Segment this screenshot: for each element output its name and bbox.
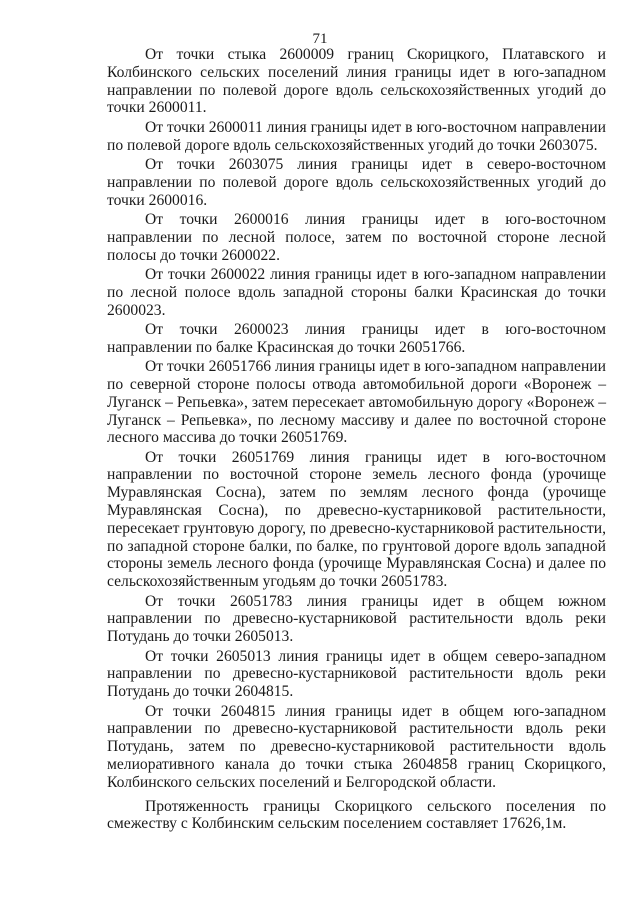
- paragraph-11: От точки 2604815 линия границы идет в общем юго-западном направлении по древесно-кустарниковой растительности вдоль реки Потудань, затем по древесно-кустарниковой растительности вдоль мелиоративного канала до точки стыка 2604858 границ Скорицкого, Колбинского сельских поселений и Белгородской области.: [107, 702, 606, 791]
- paragraph-6: От точки 2600023 линия границы идет в юго-восточном направлении по балке Красинская до точки 26051766.: [107, 320, 606, 356]
- paragraph-7: От точки 26051766 линия границы идет в юго-западном направлении по северной стороне полосы отвода автомобильной дороги «Воронеж – Луганск – Репьевка», затем пересекает автомобильную дорогу «Воронеж – Луганск – Репьевка», по лесному массиву и далее по восточной стороне лесного массива до точки 26051769.: [107, 358, 606, 447]
- paragraph-12-boundary-length: Протяженность границы Скорицкого сельского поселения по смежеству с Колбинским сельским поселением составляет 17626,1м.: [107, 797, 606, 833]
- paragraph-8: От точки 26051769 линия границы идет в юго-восточном направлении по восточной стороне земель лесного фонда (урочище Муравлянская Сосна), затем по землям лесного фонда (урочище Муравлянская Сосна), по древесно-кустарниковой растительности, пересекает грунтовую дорогу, по древесно-кустарниковой растительности, по западной стороне балки, по балке, по грунтовой дороге вдоль западной стороны земель лесного фонда (урочище Муравлянская Сосна) и далее по сельскохозяйственным угодьям до точки 26051783.: [107, 448, 606, 591]
- paragraph-1: От точки стыка 2600009 границ Скорицкого, Платавского и Колбинского сельских поселений линия границы идет в юго-западном направлении по полевой дороге вдоль сельскохозяйственных угодий до точки 2600011.: [107, 46, 606, 117]
- paragraph-5: От точки 2600022 линия границы идет в юго-западном направлении по лесной полосе вдоль западной стороны балки Красинская до точки 2600023.: [107, 265, 606, 319]
- document-body: [107, 46, 606, 835]
- paragraph-9: От точки 26051783 линия границы идет в общем южном направлении по древесно-кустарниковой растительности вдоль реки Потудань до точки 2605013.: [107, 592, 606, 646]
- paragraph-3: От точки 2603075 линия границы идет в северо-восточном направлении по полевой дороге вдоль сельскохозяйственных угодий до точки 2600016.: [107, 155, 606, 209]
- page-number: 71: [312, 31, 328, 47]
- paragraph-2: От точки 2600011 линия границы идет в юго-восточном направлении по полевой дороге вдоль сельскохозяйственных угодий до точки 2603075.: [107, 118, 606, 154]
- paragraph-4: От точки 2600016 линия границы идет в юго-восточном направлении по лесной полосе, затем по восточной стороне лесной полосы до точки 2600022.: [107, 210, 606, 264]
- paragraph-10: От точки 2605013 линия границы идет в общем северо-западном направлении по древесно-кустарниковой растительности вдоль реки Потудань до точки 2604815.: [107, 647, 606, 701]
